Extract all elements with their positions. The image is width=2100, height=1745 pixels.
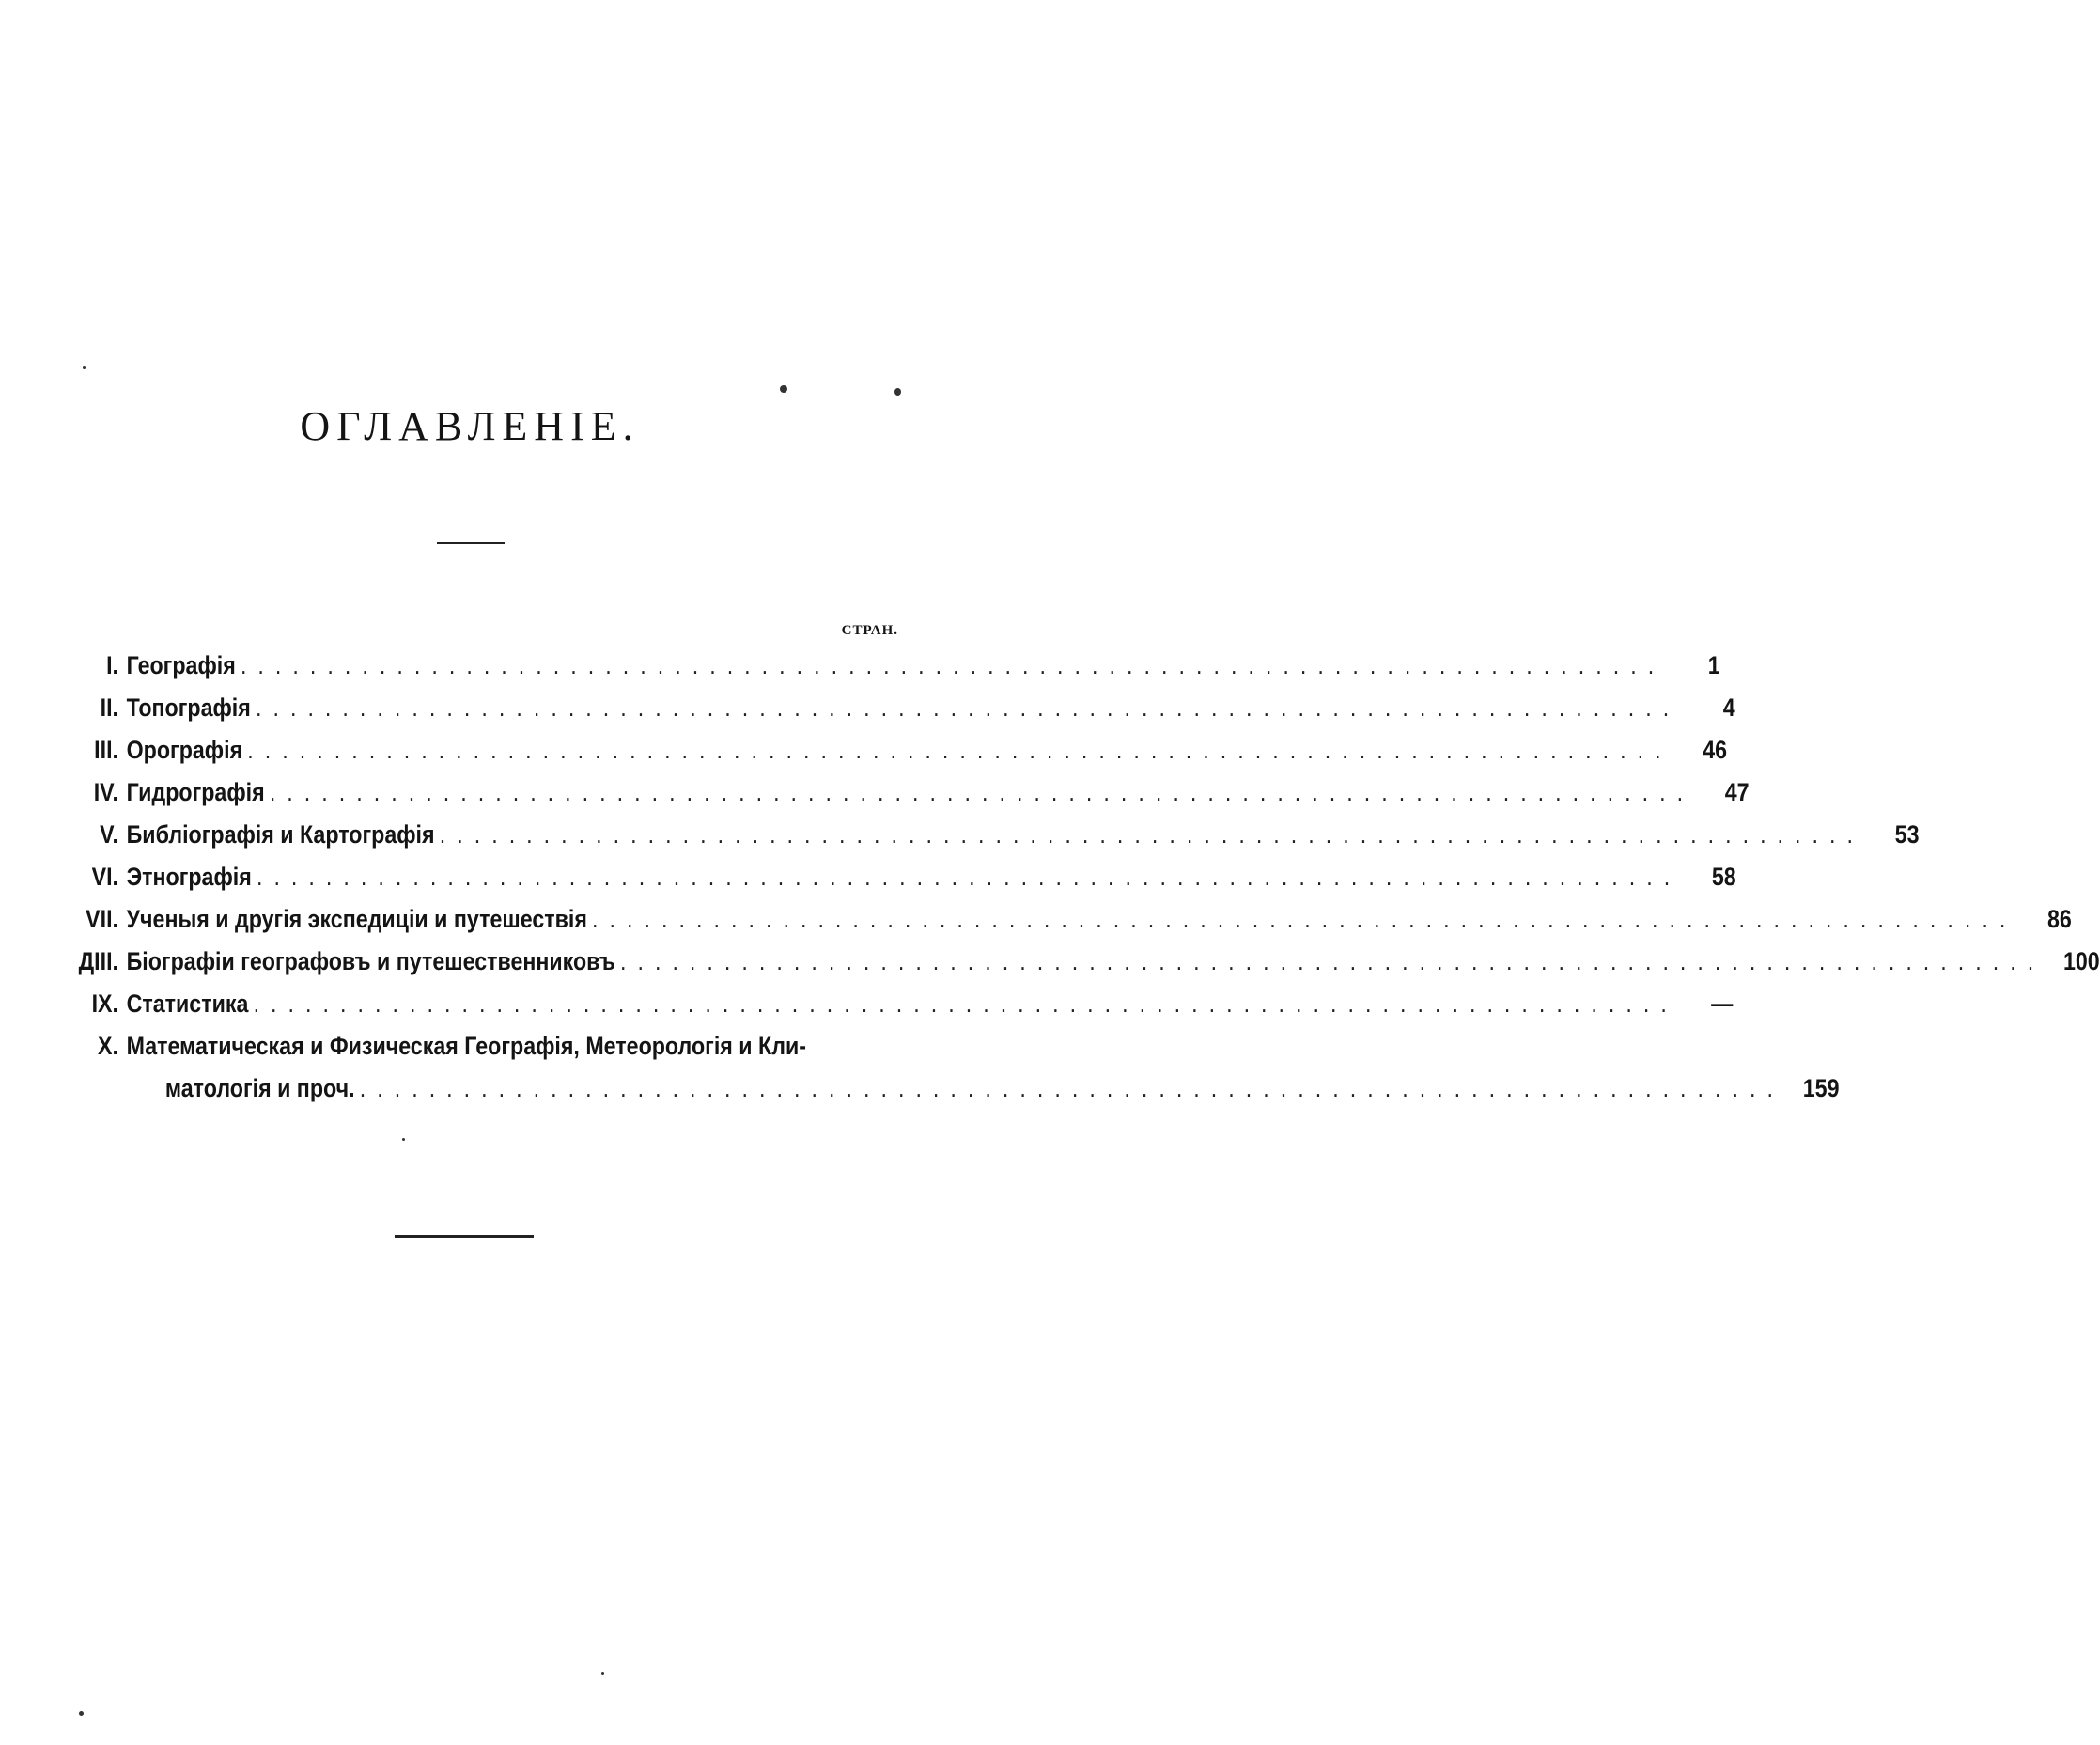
toc-entry [38, 941, 2100, 983]
page-title: ОГЛАВЛЕНІЕ. [300, 403, 640, 449]
dot-leader: .................................................................................. [247, 736, 1672, 764]
toc-entry [38, 856, 1736, 898]
dot-leader: .................................................................................. [256, 863, 1682, 891]
toc-entry [38, 1025, 806, 1067]
toc-entry-number: III. [94, 736, 118, 764]
dot-leader: .................................................................................. [253, 989, 1678, 1018]
toc-entry-label-continued: матологія и проч. [164, 1074, 355, 1102]
closing-divider [395, 1235, 534, 1238]
toc-entry-page: 53 [1894, 820, 1920, 849]
title-divider [437, 542, 505, 544]
dot-leader: .................................................................................. [240, 651, 1666, 679]
toc-entry-page: — [1711, 989, 1734, 1018]
toc-entry-label: Математическая и Физическая Географія, Метеорологія и Кли- [126, 1032, 806, 1060]
toc-entry [38, 983, 1734, 1025]
ink-speck [601, 1672, 604, 1675]
toc-entry-number: X. [98, 1032, 118, 1060]
toc-entry-label: Библіографія и Картографія [126, 820, 435, 849]
dot-leader: .................................................................................. [255, 693, 1681, 722]
page-column-header: СТРАН. [841, 623, 898, 638]
toc-entry-number: VII. [86, 905, 118, 933]
ink-speck [894, 388, 901, 396]
dot-leader: .................................................................................. [439, 820, 1865, 849]
toc-entry-page: 4 [1722, 693, 1735, 722]
toc-entry-page: 159 [1802, 1074, 1840, 1102]
toc-entry-page: 47 [1724, 778, 1750, 806]
toc-entry-number: IX. [91, 989, 118, 1018]
toc-entry-number: ДIII. [78, 947, 118, 975]
toc-entry-label: Ученыя и другія экспедиціи и путешествія [126, 905, 587, 933]
toc-entry-label: Гидрографія [126, 778, 265, 806]
toc-entry-label: Топографія [126, 693, 251, 722]
toc-entry [38, 645, 1720, 687]
toc-entry-number: II. [100, 693, 118, 722]
table-of-contents [38, 645, 2100, 1110]
ink-speck [83, 366, 86, 369]
toc-entry [38, 898, 2072, 941]
toc-entry [38, 687, 1735, 729]
toc-entry-label: Орографія [126, 736, 243, 764]
toc-entry-page: 58 [1711, 863, 1736, 891]
ink-speck [79, 1711, 84, 1716]
toc-entry [38, 814, 1920, 856]
dot-leader: .................................................................................. [592, 905, 2017, 933]
toc-entry-page: 100 [2062, 947, 2100, 975]
toc-entry-continuation [38, 1067, 1840, 1110]
toc-entry-number: VI. [91, 863, 118, 891]
toc-entry-page: 1 [1707, 651, 1720, 679]
ink-speck [402, 1138, 405, 1141]
toc-entry-label: Географія [126, 651, 236, 679]
dot-leader: .................................................................................. [269, 778, 1695, 806]
dot-leader: .................................................................................. [619, 947, 2046, 975]
toc-entry-label: Этнографія [126, 863, 252, 891]
ink-speck [780, 385, 787, 393]
toc-entry-page: 46 [1703, 736, 1728, 764]
toc-entry [38, 771, 1750, 814]
toc-entry-number: V. [100, 820, 118, 849]
toc-entry-label: Біографіи географовъ и путешественниковъ [126, 947, 615, 975]
toc-entry-page: 86 [2046, 905, 2072, 933]
toc-entry [38, 729, 1728, 771]
toc-entry-label: Статистика [126, 989, 249, 1018]
dot-leader: .................................................................................. [359, 1074, 1785, 1102]
toc-entry-number: IV. [93, 778, 118, 806]
toc-entry-number: I. [106, 651, 118, 679]
